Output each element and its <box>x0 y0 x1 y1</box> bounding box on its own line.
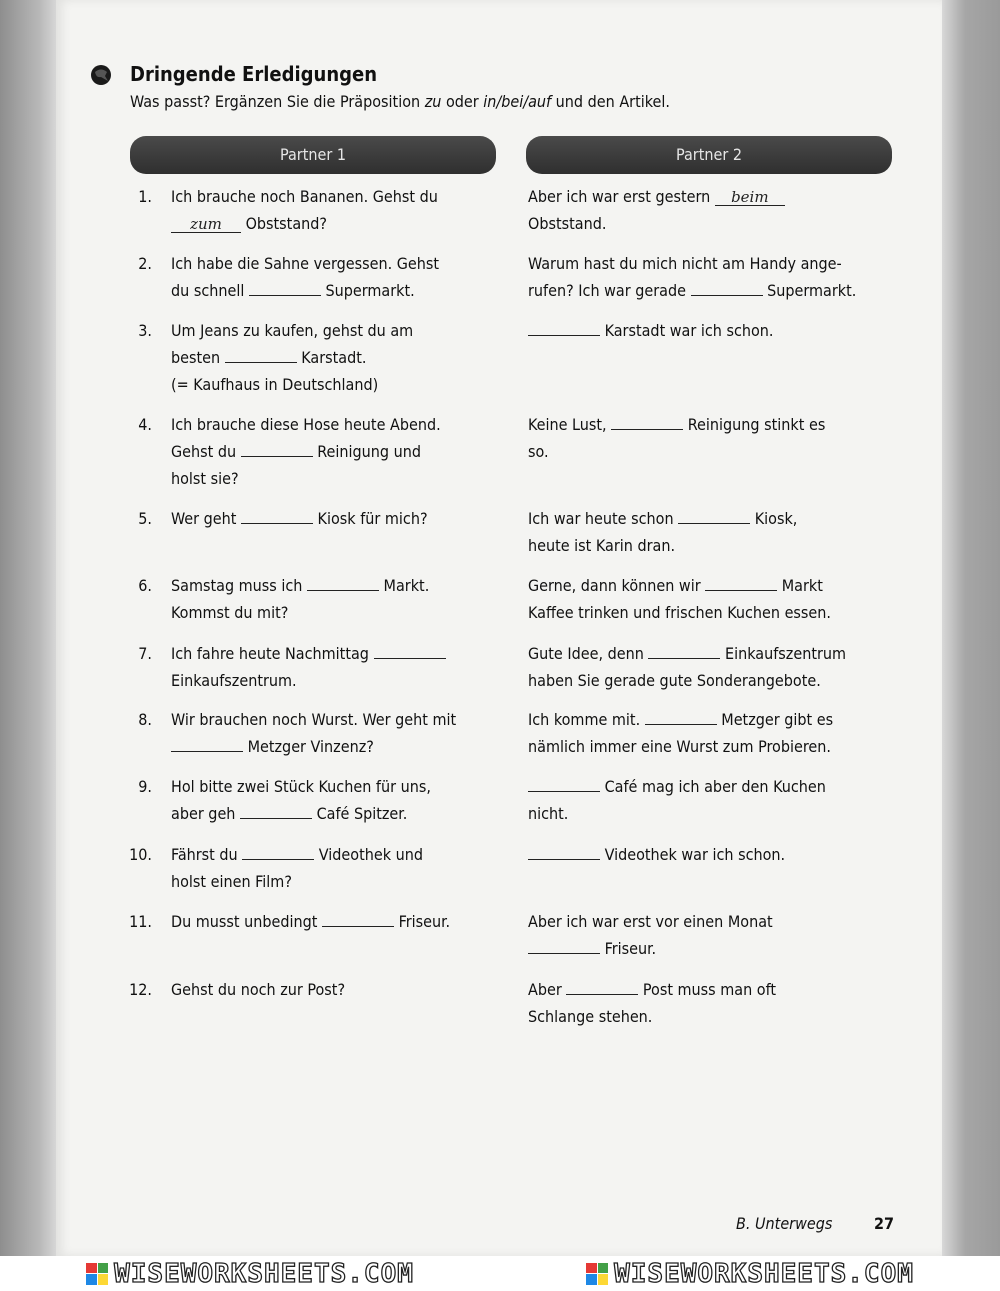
response-line: heute ist Karin dran. <box>528 536 676 555</box>
item-number: 9. <box>138 777 152 796</box>
partner-1-prompt <box>171 411 441 492</box>
watermark-text: WISEWORKSHEETS.COM <box>114 1258 414 1289</box>
response-line: Gute Idee, denn Einkaufszentrum <box>528 644 847 663</box>
partner-1-prompt <box>171 640 446 694</box>
response-line: rufen? Ich war gerade Supermarkt. <box>528 281 857 300</box>
response-line: nicht. <box>528 804 569 823</box>
prompt-line: Du musst unbedingt Friseur. <box>171 912 451 931</box>
handwritten-answer: zum <box>171 216 241 233</box>
answer-blank[interactable] <box>242 843 314 860</box>
prompt-line: Ich fahre heute Nachmittag <box>171 640 446 667</box>
response-line: Ich war heute schon Kiosk, <box>528 509 798 528</box>
partner-2-response <box>528 317 774 344</box>
answer-blank[interactable] <box>566 978 638 995</box>
prompt-line: aber geh Café Spitzer. <box>171 804 408 823</box>
watermark <box>586 1259 914 1289</box>
prompt-line: Metzger Vinzenz? <box>171 733 456 760</box>
item-number: 8. <box>138 710 152 729</box>
answer-blank[interactable] <box>528 775 600 792</box>
partner-1-prompt <box>171 908 450 935</box>
prompt-line: Wer geht Kiosk für mich? <box>171 509 428 528</box>
partner-1-prompt <box>171 505 428 532</box>
prompt-line: zum Obststand? <box>171 210 438 237</box>
answer-blank[interactable] <box>611 413 683 430</box>
partner-2-response <box>528 411 825 465</box>
page-number: 27 <box>874 1214 895 1233</box>
partner-2-response <box>528 572 831 626</box>
section-title: Dringende Erledigungen <box>130 62 378 86</box>
item-number: 10. <box>129 845 152 864</box>
response-line: Friseur. <box>528 935 773 962</box>
scan-left-edge <box>0 0 56 1256</box>
answer-blank[interactable] <box>645 708 717 725</box>
partner-1-prompt <box>171 706 456 760</box>
response-line: Aber Post muss man oft <box>528 980 777 999</box>
partner-2-response <box>528 706 833 760</box>
answer-blank[interactable] <box>528 843 600 860</box>
answer-blank[interactable] <box>225 346 297 363</box>
item-number: 11. <box>129 912 152 931</box>
item-number: 12. <box>129 980 152 999</box>
response-line: Aber ich war erst gestern beim <box>528 183 785 210</box>
partner-1-prompt <box>171 317 413 398</box>
prompt-line: holst einen Film? <box>171 872 292 891</box>
answer-blank[interactable] <box>528 319 600 336</box>
scan-right-edge <box>942 0 1000 1256</box>
partner-2-response <box>528 505 797 559</box>
response-line: haben Sie gerade gute Sonderangebote. <box>528 671 821 690</box>
partner-1-prompt <box>171 250 439 304</box>
item-number: 5. <box>138 509 152 528</box>
worksheet-page <box>56 0 942 1256</box>
partner-1-prompt <box>171 841 423 895</box>
response-line: Kaffee trinken und frischen Kuchen essen. <box>528 603 831 622</box>
partner-1-prompt <box>171 773 431 827</box>
partner-2-response <box>528 250 856 304</box>
response-line: Warum hast du mich nicht am Handy ange- <box>528 254 842 273</box>
partner-2-response <box>528 841 785 868</box>
partner-2-response <box>528 773 826 827</box>
answer-blank[interactable] <box>249 279 321 296</box>
answer-blank[interactable] <box>307 574 379 591</box>
partner-2-response <box>528 908 773 962</box>
response-line: Videothek war ich schon. <box>528 841 785 868</box>
partner-2-header: Partner 2 <box>526 136 892 174</box>
partner-1-prompt <box>171 976 345 1003</box>
answer-blank[interactable] <box>648 642 720 659</box>
answer-blank[interactable] <box>678 507 750 524</box>
answer-blank[interactable] <box>691 279 763 296</box>
answer-blank[interactable] <box>322 910 394 927</box>
prompt-line: Hol bitte zwei Stück Kuchen für uns, <box>171 777 431 796</box>
response-line: Ich komme mit. Metzger gibt es <box>528 710 834 729</box>
response-line: Schlange stehen. <box>528 1007 653 1026</box>
partner-2-response <box>528 183 785 237</box>
item-number: 3. <box>138 321 152 340</box>
watermark-banner <box>0 1256 1000 1291</box>
watermark <box>86 1259 414 1289</box>
prompt-line: Gehst du noch zur Post? <box>171 980 346 999</box>
response-line: Karstadt war ich schon. <box>528 317 774 344</box>
item-number: 1. <box>138 187 152 206</box>
response-line: Café mag ich aber den Kuchen <box>528 773 826 800</box>
item-number: 4. <box>138 415 152 434</box>
answer-blank[interactable] <box>241 507 313 524</box>
answer-blank[interactable] <box>528 937 600 954</box>
item-number: 7. <box>138 644 152 663</box>
prompt-line: Kommst du mit? <box>171 603 289 622</box>
prompt-line: Ich habe die Sahne vergessen. Gehst <box>171 254 439 273</box>
response-line: so. <box>528 442 549 461</box>
watermark-logo-icon <box>586 1263 608 1285</box>
prompt-line: Gehst du Reinigung und <box>171 442 422 461</box>
prompt-line: holst sie? <box>171 469 239 488</box>
answer-blank[interactable] <box>374 642 446 659</box>
prompt-line: Ich brauche noch Bananen. Gehst du <box>171 187 438 206</box>
item-number: 6. <box>138 576 152 595</box>
response-line: Gerne, dann können wir Markt <box>528 576 823 595</box>
watermark-logo-icon <box>86 1263 108 1285</box>
item-number: 2. <box>138 254 152 273</box>
answer-blank[interactable] <box>171 735 243 752</box>
prompt-line: Um Jeans zu kaufen, gehst du am <box>171 321 414 340</box>
answer-blank[interactable] <box>240 802 312 819</box>
prompt-line: Einkaufszentrum. <box>171 671 297 690</box>
partner-1-prompt <box>171 183 438 237</box>
speech-bubble-icon <box>90 64 112 86</box>
partner-1-header: Partner 1 <box>130 136 496 174</box>
instruction: Was passt? Ergänzen Sie die Präposition zu oder in/bei/auf und den Artikel. <box>130 92 670 111</box>
partner-1-prompt <box>171 572 429 626</box>
prompt-line: Ich brauche diese Hose heute Abend. <box>171 415 441 434</box>
handwritten-answer: beim <box>715 189 785 206</box>
partner-2-response <box>528 640 846 694</box>
response-line: Obststand. <box>528 214 607 233</box>
answer-blank[interactable] <box>705 574 777 591</box>
answer-blank[interactable] <box>241 440 313 457</box>
response-line: nämlich immer eine Wurst zum Probieren. <box>528 737 831 756</box>
prompt-line: besten Karstadt. <box>171 348 367 367</box>
prompt-line: Fährst du Videothek und <box>171 845 424 864</box>
partner-2-response <box>528 976 776 1030</box>
watermark-text: WISEWORKSHEETS.COM <box>614 1258 914 1289</box>
prompt-line: du schnell Supermarkt. <box>171 281 415 300</box>
response-line: Aber ich war erst vor einen Monat <box>528 912 773 931</box>
response-line: Keine Lust, Reinigung stinkt es <box>528 415 826 434</box>
prompt-line: Wir brauchen noch Wurst. Wer geht mit <box>171 710 457 729</box>
prompt-line: Samstag muss ich Markt. <box>171 576 430 595</box>
prompt-line: (= Kaufhaus in Deutschland) <box>171 375 379 394</box>
chapter-label: B. Unterwegs <box>736 1214 833 1233</box>
